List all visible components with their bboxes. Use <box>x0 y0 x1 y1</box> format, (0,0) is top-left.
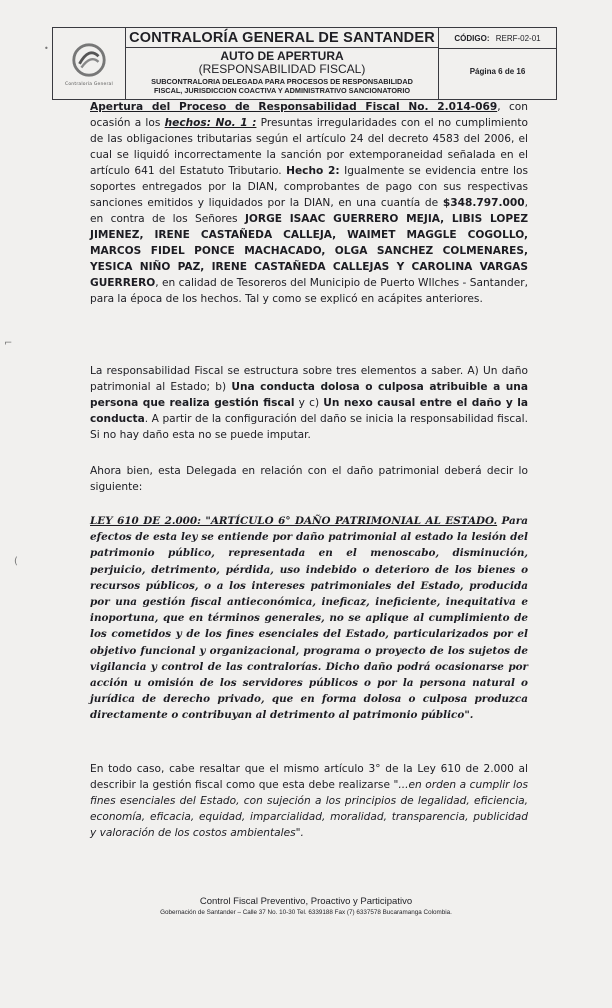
apertura-text-5: , en calidad de Tesoreros del Municipio de Puerto WIlches - Santander, para la época de los hechos. Tal y como se explicó en acápites anteriores. <box>90 277 528 305</box>
hecho-2-label: Hecho 2: <box>286 165 340 177</box>
apertura-text-4: , en contra de los Señores <box>90 197 528 225</box>
resp-bold-2: Un nexo causal entre el daño y la conducta <box>90 397 528 425</box>
hechos-label: hechos: No. 1 : <box>164 117 257 129</box>
resp-bold-1: Una conducta dolosa o culposa atribuible a una persona que realiza gestión fiscal <box>90 381 528 409</box>
margin-mark: ⌐ <box>4 338 13 349</box>
paragraph-apertura <box>90 99 528 307</box>
entity-name: CONTRALORÍA GENERAL DE SANTANDER <box>126 28 438 48</box>
margin-mark: ( <box>14 556 18 567</box>
footer-address: Gobernación de Santander – Calle 37 No. 10-30 Tel. 6339188 Fax (7) 6337578 Bucaramanga Colombia. <box>160 909 452 916</box>
code-value: RERF-02-01 <box>495 34 541 43</box>
ley-610-lead: LEY 610 DE 2.000: "ARTÍCULO 6° DAÑO PATRIMONIAL AL ESTADO. <box>90 515 498 527</box>
resp-text-2: y c) <box>294 397 324 409</box>
ley-610-text: Para efectos de esta ley se entiende por daño patrimonial al estado la lesión del patrimonio público, representada en el menoscabo, disminución, perjuicio, detrimento, pérdida, uso indebido o deterioro de los bienes o recursos públicos, o a los intereses patrimoniales del Estado, producida por una gestión fiscal antieconómica, ineficaz, ineficiente, inequitativa e inoportuna, que en términos generales, no se aplique al cumplimiento de los cometidos y de los fines esenciales del Estado, particularizados por el objetivo funcional y organizacional, programa o proyecto de los sujetos de vigilancia y control de las contralorías. Dicho daño podrá ocasionarse por acción u omisión de los servidores públicos o por la persona natural o jurídica de derecho privado, que en forma dolosa o culposa produzca directamente o contribuyan al detrimento al patrimonio público". <box>90 515 529 722</box>
paragraph-ahora-bien: Ahora bien, esta Delegada en relación con el daño patrimonial deberá decir lo siguiente: <box>90 465 528 493</box>
apertura-lead: Apertura del Proceso de Responsabilidad Fiscal No. 2.014-069 <box>90 101 498 113</box>
amount: $348.797.000 <box>442 197 525 209</box>
paragraph-ley-610 <box>90 513 528 724</box>
resp-text-3: . A partir de la configuración del daño se inicia la responsabilidad fiscal. Si no hay daño esta no se puede imputar. <box>90 413 528 441</box>
meta-cell <box>439 28 556 99</box>
resp-text-1: La responsabilidad Fiscal se estructura sobre tres elementos a saber. A) Un daño patrimonial al Estado; b) <box>90 365 528 393</box>
subcontraloria-line-1: SUBCONTRALORIA DELEGADA PARA PROCESOS DE RESPONSABILIDAD <box>151 77 413 86</box>
document-header <box>52 27 557 100</box>
subcontraloria-line-2: FISCAL, JURISDICCION COACTIVA Y ADMINISTRATIVO SANCIONATORIO <box>153 85 411 95</box>
implicated-names: JORGE ISAAC GUERRERO MEJIA, LIBIS LOPEZ JIMENEZ, IRENE CASTAÑEDA CALLEJA, WAIMET MAGGLE COGOLLO, MARCOS FIDEL PONCE MACHACADO, OLGA SANCHEZ COLMENARES, YESICA NIÑO PAZ, IRENE CASTAÑEDA CALLEJAS Y CAROLINA VARGAS GUERRERO <box>90 213 529 289</box>
paragraph-responsabilidad <box>90 363 528 443</box>
title-cell <box>126 28 439 99</box>
document-subtype: (RESPONSABILIDAD FISCAL) <box>198 62 366 76</box>
document-code <box>439 28 556 49</box>
logo-caption: Contraloría General <box>65 82 113 87</box>
apertura-text-3: Igualmente se evidencia entre los soportes entregados por la DIAN, comprobantes de pago con sus respectivas sanciones emitidos y liquidados por la DIAN, en una cuantía de <box>90 165 528 209</box>
apertura-text-1: , con ocasión a los <box>90 101 528 129</box>
apertura-text-2: Presuntas irregularidades con el no cumplimiento de las obligaciones tributarias según el artículo 24 del decreto 4583 del 2006, el cual se liquidó incorrectamente la sanción por extemporaneidad señalada en el artículo 641 del Estatuto Tributario. <box>90 117 528 177</box>
logo <box>53 28 126 99</box>
code-label: CÓDIGO: <box>454 34 490 43</box>
page-number: Página 6 de 16 <box>469 67 526 76</box>
paragraph-gestion-fiscal <box>90 761 528 841</box>
margin-mark: • <box>44 44 49 53</box>
gestion-quote: "...en orden a cumplir los fines esenciales del Estado, con sujeción a los principios de legalidad, eficiencia, economía, eficacia, equidad, imparcialidad, moralidad, transparencia, publicidad y valoración de los costos ambientales". <box>90 779 528 839</box>
contraloria-logo-icon <box>70 40 108 80</box>
gestion-text: En todo caso, cabe resaltar que el mismo artículo 3° de la Ley 610 de 2.000 al describir la gestión fiscal como que esta debe realizarse <box>90 763 528 791</box>
document-type: AUTO DE APERTURA <box>220 49 344 63</box>
footer-slogan: Control Fiscal Preventivo, Proactivo y Participativo <box>199 896 413 907</box>
